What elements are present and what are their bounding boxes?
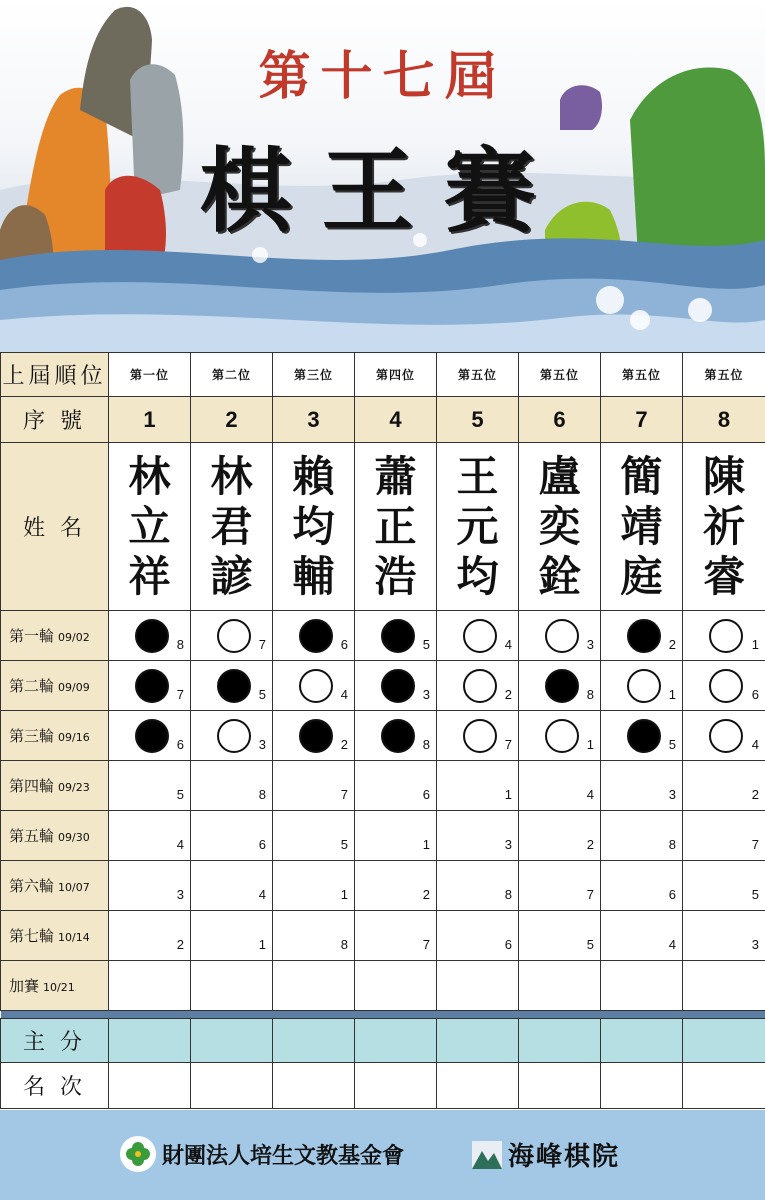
round-name: 第四輪	[9, 777, 55, 795]
previous-rank-cell: 第一位	[109, 353, 191, 397]
opponent-number: 4	[176, 837, 184, 852]
pairing-cell	[355, 961, 437, 1011]
player-name-char: 陳	[702, 451, 745, 501]
pairing-cell	[519, 761, 601, 811]
pairing-cell	[683, 711, 765, 761]
opponent-number: 6	[258, 837, 266, 852]
opponent-number: 7	[751, 837, 759, 852]
opponent-number: 6	[422, 787, 430, 802]
pairing-cell	[191, 811, 273, 861]
pairing-cell	[273, 661, 355, 711]
pairing-cell	[273, 711, 355, 761]
seed-cell: 4	[355, 397, 437, 443]
round-label	[1, 661, 109, 711]
opponent-number: 6	[340, 637, 348, 652]
player-name-char: 祈	[702, 501, 745, 551]
opponent-number: 8	[504, 887, 512, 902]
white-stone-icon	[217, 719, 251, 753]
round-row	[1, 861, 765, 911]
opponent-number: 8	[586, 687, 594, 702]
footer	[0, 1110, 765, 1200]
opponent-number: 1	[504, 787, 512, 802]
pairing-cell	[109, 661, 191, 711]
previous-rank-cell: 第五位	[437, 353, 519, 397]
round-date: 09/09	[58, 681, 90, 694]
pairing-cell	[601, 911, 683, 961]
opponent-number: 3	[668, 787, 676, 802]
opponent-number: 4	[340, 687, 348, 702]
player-name-char: 睿	[702, 551, 745, 601]
opponent-number: 6	[176, 737, 184, 752]
pairing-cell	[355, 911, 437, 961]
opponent-number: 5	[340, 837, 348, 852]
white-stone-icon	[299, 669, 333, 703]
pairing-cell	[273, 961, 355, 1011]
opponent-number: 3	[504, 837, 512, 852]
seed-cell: 1	[109, 397, 191, 443]
pairing-cell	[683, 911, 765, 961]
pairing-cell	[683, 861, 765, 911]
round-row	[1, 661, 765, 711]
opponent-number: 2	[422, 887, 430, 902]
pairing-cell	[191, 711, 273, 761]
round-label	[1, 711, 109, 761]
pairing-cell	[601, 861, 683, 911]
pairing-cell	[601, 711, 683, 761]
player-name-cell	[273, 443, 355, 611]
main-score-cell	[683, 1019, 765, 1063]
opponent-number: 8	[422, 737, 430, 752]
white-stone-icon	[545, 619, 579, 653]
round-date: 09/23	[58, 781, 90, 794]
white-stone-icon	[709, 619, 743, 653]
pairing-cell	[355, 711, 437, 761]
round-label	[1, 761, 109, 811]
seed-label: 序 號	[1, 397, 109, 443]
black-stone-icon	[381, 619, 415, 653]
main-score-cell	[601, 1019, 683, 1063]
separator-row	[1, 1011, 765, 1019]
player-name-char: 君	[210, 501, 253, 551]
previous-rank-row	[1, 353, 765, 397]
pairing-cell	[519, 961, 601, 1011]
white-stone-icon	[463, 719, 497, 753]
pairing-cell	[519, 811, 601, 861]
black-stone-icon	[135, 719, 169, 753]
opponent-number: 8	[668, 837, 676, 852]
pairing-cell	[601, 611, 683, 661]
white-stone-icon	[545, 719, 579, 753]
player-name-char: 元	[456, 501, 499, 551]
player-name-char: 祥	[128, 551, 171, 601]
round-date: 09/16	[58, 731, 90, 744]
round-row	[1, 761, 765, 811]
black-stone-icon	[381, 669, 415, 703]
opponent-number: 4	[751, 737, 759, 752]
round-name: 第六輪	[9, 877, 55, 895]
pairing-cell	[601, 811, 683, 861]
black-stone-icon	[299, 619, 333, 653]
round-row	[1, 711, 765, 761]
placing-cell	[519, 1063, 601, 1109]
pairing-cell	[191, 961, 273, 1011]
pairing-cell	[191, 761, 273, 811]
pairing-cell	[437, 611, 519, 661]
white-stone-icon	[627, 669, 661, 703]
player-name-char: 均	[456, 551, 499, 601]
round-date: 09/02	[58, 631, 90, 644]
edition-title: 第十七屆	[258, 46, 507, 107]
opponent-number: 1	[751, 637, 759, 652]
separator-bar	[1, 1011, 765, 1019]
round-label	[1, 961, 109, 1011]
pairing-cell	[109, 861, 191, 911]
pairing-cell	[683, 661, 765, 711]
placing-cell	[683, 1063, 765, 1109]
main-score-label: 主 分	[1, 1019, 109, 1063]
seed-cell: 8	[683, 397, 765, 443]
white-stone-icon	[709, 719, 743, 753]
opponent-number: 8	[176, 637, 184, 652]
player-name-char: 靖	[620, 501, 663, 551]
seed-cell: 6	[519, 397, 601, 443]
player-name-cell	[683, 443, 765, 611]
placing-cell	[109, 1063, 191, 1109]
pairing-cell	[355, 811, 437, 861]
round-name: 加賽	[9, 977, 40, 995]
pairing-cell	[355, 611, 437, 661]
pairing-cell	[683, 761, 765, 811]
opponent-number: 6	[504, 937, 512, 952]
player-name-cell	[437, 443, 519, 611]
pairing-cell	[273, 811, 355, 861]
pairing-cell	[109, 811, 191, 861]
pairing-cell	[437, 761, 519, 811]
round-name: 第三輪	[9, 727, 55, 745]
opponent-number: 7	[504, 737, 512, 752]
opponent-number: 3	[586, 637, 594, 652]
round-row	[1, 911, 765, 961]
opponent-number: 7	[340, 787, 348, 802]
opponent-number: 7	[258, 637, 266, 652]
opponent-number: 3	[751, 937, 759, 952]
main-score-cell	[437, 1019, 519, 1063]
white-stone-icon	[217, 619, 251, 653]
pairing-cell	[191, 861, 273, 911]
player-name-char: 輔	[292, 551, 335, 601]
pairing-cell	[109, 611, 191, 661]
opponent-number: 2	[751, 787, 759, 802]
pairing-cell	[437, 661, 519, 711]
round-date: 10/14	[58, 931, 90, 944]
seed-row	[1, 397, 765, 443]
sponsor-name: 財團法人培生文教基金會	[162, 1143, 405, 1169]
opponent-number: 1	[668, 687, 676, 702]
pairing-cell	[437, 811, 519, 861]
pairing-cell	[109, 711, 191, 761]
opponent-number: 5	[422, 637, 430, 652]
black-stone-icon	[299, 719, 333, 753]
placing-label: 名 次	[1, 1063, 109, 1109]
round-label	[1, 911, 109, 961]
round-row	[1, 961, 765, 1011]
opponent-number: 2	[340, 737, 348, 752]
seed-cell: 5	[437, 397, 519, 443]
pairing-cell	[109, 911, 191, 961]
previous-rank-cell: 第五位	[601, 353, 683, 397]
opponent-number: 2	[586, 837, 594, 852]
previous-rank-cell: 第四位	[355, 353, 437, 397]
name-row	[1, 443, 765, 611]
pairing-cell	[601, 761, 683, 811]
round-row	[1, 811, 765, 861]
player-name-char: 賴	[292, 451, 335, 501]
round-label	[1, 861, 109, 911]
player-name-char: 林	[210, 451, 253, 501]
player-name-char: 庭	[620, 551, 663, 601]
black-stone-icon	[627, 719, 661, 753]
pairing-cell	[519, 661, 601, 711]
opponent-number: 7	[176, 687, 184, 702]
pairing-cell	[191, 661, 273, 711]
round-label	[1, 611, 109, 661]
opponent-number: 5	[668, 737, 676, 752]
player-name-cell	[109, 443, 191, 611]
pairing-cell	[519, 911, 601, 961]
clover-logo-icon	[120, 1136, 156, 1172]
previous-rank-cell: 第五位	[519, 353, 601, 397]
opponent-number: 8	[340, 937, 348, 952]
pairing-cell	[437, 711, 519, 761]
pairing-cell	[519, 861, 601, 911]
white-stone-icon	[463, 669, 497, 703]
player-name-char: 諺	[210, 551, 253, 601]
placing-cell	[355, 1063, 437, 1109]
opponent-number: 4	[504, 637, 512, 652]
pairing-cell	[355, 761, 437, 811]
opponent-number: 5	[586, 937, 594, 952]
round-date: 09/30	[58, 831, 90, 844]
previous-rank-label: 上屆順位	[1, 353, 109, 397]
black-stone-icon	[627, 619, 661, 653]
player-name-char: 均	[292, 501, 335, 551]
opponent-number: 1	[422, 837, 430, 852]
round-label	[1, 811, 109, 861]
player-name-char: 蕭	[374, 451, 417, 501]
black-stone-icon	[135, 669, 169, 703]
event-title: 棋王賽	[199, 137, 566, 245]
mountain-logo-icon	[472, 1141, 502, 1169]
main-score-row	[1, 1019, 765, 1063]
player-name-cell	[601, 443, 683, 611]
opponent-number: 4	[258, 887, 266, 902]
previous-rank-cell: 第二位	[191, 353, 273, 397]
opponent-number: 3	[422, 687, 430, 702]
pairing-cell	[683, 611, 765, 661]
pairing-cell	[683, 961, 765, 1011]
opponent-number: 5	[176, 787, 184, 802]
placing-cell	[191, 1063, 273, 1109]
pairing-cell	[273, 761, 355, 811]
opponent-number: 2	[668, 637, 676, 652]
round-date: 10/07	[58, 881, 90, 894]
pairing-table	[0, 352, 765, 1109]
player-name-char: 銓	[538, 551, 581, 601]
seed-cell: 3	[273, 397, 355, 443]
opponent-number: 2	[176, 937, 184, 952]
white-stone-icon	[463, 619, 497, 653]
pairing-cell	[191, 911, 273, 961]
main-score-cell	[519, 1019, 601, 1063]
main-score-cell	[109, 1019, 191, 1063]
previous-rank-cell: 第三位	[273, 353, 355, 397]
round-name: 第二輪	[9, 677, 55, 695]
banner	[0, 0, 765, 352]
seed-cell: 2	[191, 397, 273, 443]
opponent-number: 2	[504, 687, 512, 702]
player-name-cell	[355, 443, 437, 611]
pairing-cell	[601, 661, 683, 711]
black-stone-icon	[381, 719, 415, 753]
pairing-cell	[273, 861, 355, 911]
pairing-cell	[109, 961, 191, 1011]
host-name: 海峰棋院	[508, 1142, 621, 1172]
opponent-number: 6	[751, 687, 759, 702]
player-name-char: 王	[456, 451, 499, 501]
opponent-number: 7	[586, 887, 594, 902]
placing-row	[1, 1063, 765, 1109]
pairing-cell	[683, 811, 765, 861]
opponent-number: 7	[422, 937, 430, 952]
round-name: 第一輪	[9, 627, 55, 645]
player-name-char: 盧	[538, 451, 581, 501]
black-stone-icon	[135, 619, 169, 653]
round-date: 10/21	[43, 981, 75, 994]
sponsor	[120, 1136, 404, 1172]
pairing-cell	[355, 861, 437, 911]
main-score-cell	[355, 1019, 437, 1063]
pairing-board	[0, 352, 765, 1109]
opponent-number: 3	[176, 887, 184, 902]
player-name-char: 林	[128, 451, 171, 501]
opponent-number: 3	[258, 737, 266, 752]
seed-cell: 7	[601, 397, 683, 443]
player-name-char: 正	[374, 501, 417, 551]
opponent-number: 5	[258, 687, 266, 702]
pairing-cell	[191, 611, 273, 661]
round-name: 第五輪	[9, 827, 55, 845]
placing-cell	[601, 1063, 683, 1109]
opponent-number: 6	[668, 887, 676, 902]
player-name-char: 浩	[374, 551, 417, 601]
round-name: 第七輪	[9, 927, 55, 945]
pairing-cell	[273, 911, 355, 961]
player-name-cell	[519, 443, 601, 611]
pairing-cell	[273, 611, 355, 661]
main-score-cell	[191, 1019, 273, 1063]
opponent-number: 4	[668, 937, 676, 952]
pairing-cell	[519, 611, 601, 661]
host	[472, 1136, 620, 1173]
black-stone-icon	[217, 669, 251, 703]
main-score-cell	[273, 1019, 355, 1063]
opponent-number: 8	[258, 787, 266, 802]
pairing-cell	[601, 961, 683, 1011]
placing-cell	[273, 1063, 355, 1109]
pairing-cell	[519, 711, 601, 761]
previous-rank-cell: 第五位	[683, 353, 765, 397]
white-stone-icon	[709, 669, 743, 703]
placing-cell	[437, 1063, 519, 1109]
player-name-char: 簡	[620, 451, 663, 501]
opponent-number: 1	[340, 887, 348, 902]
opponent-number: 1	[258, 937, 266, 952]
player-name-char: 立	[128, 501, 171, 551]
name-label: 姓 名	[1, 443, 109, 611]
opponent-number: 5	[751, 887, 759, 902]
round-row	[1, 611, 765, 661]
pairing-cell	[437, 861, 519, 911]
pairing-cell	[437, 911, 519, 961]
player-name-cell	[191, 443, 273, 611]
pairing-cell	[355, 661, 437, 711]
pairing-cell	[437, 961, 519, 1011]
player-name-char: 奕	[538, 501, 581, 551]
opponent-number: 4	[586, 787, 594, 802]
black-stone-icon	[545, 669, 579, 703]
opponent-number: 1	[586, 737, 594, 752]
pairing-cell	[109, 761, 191, 811]
